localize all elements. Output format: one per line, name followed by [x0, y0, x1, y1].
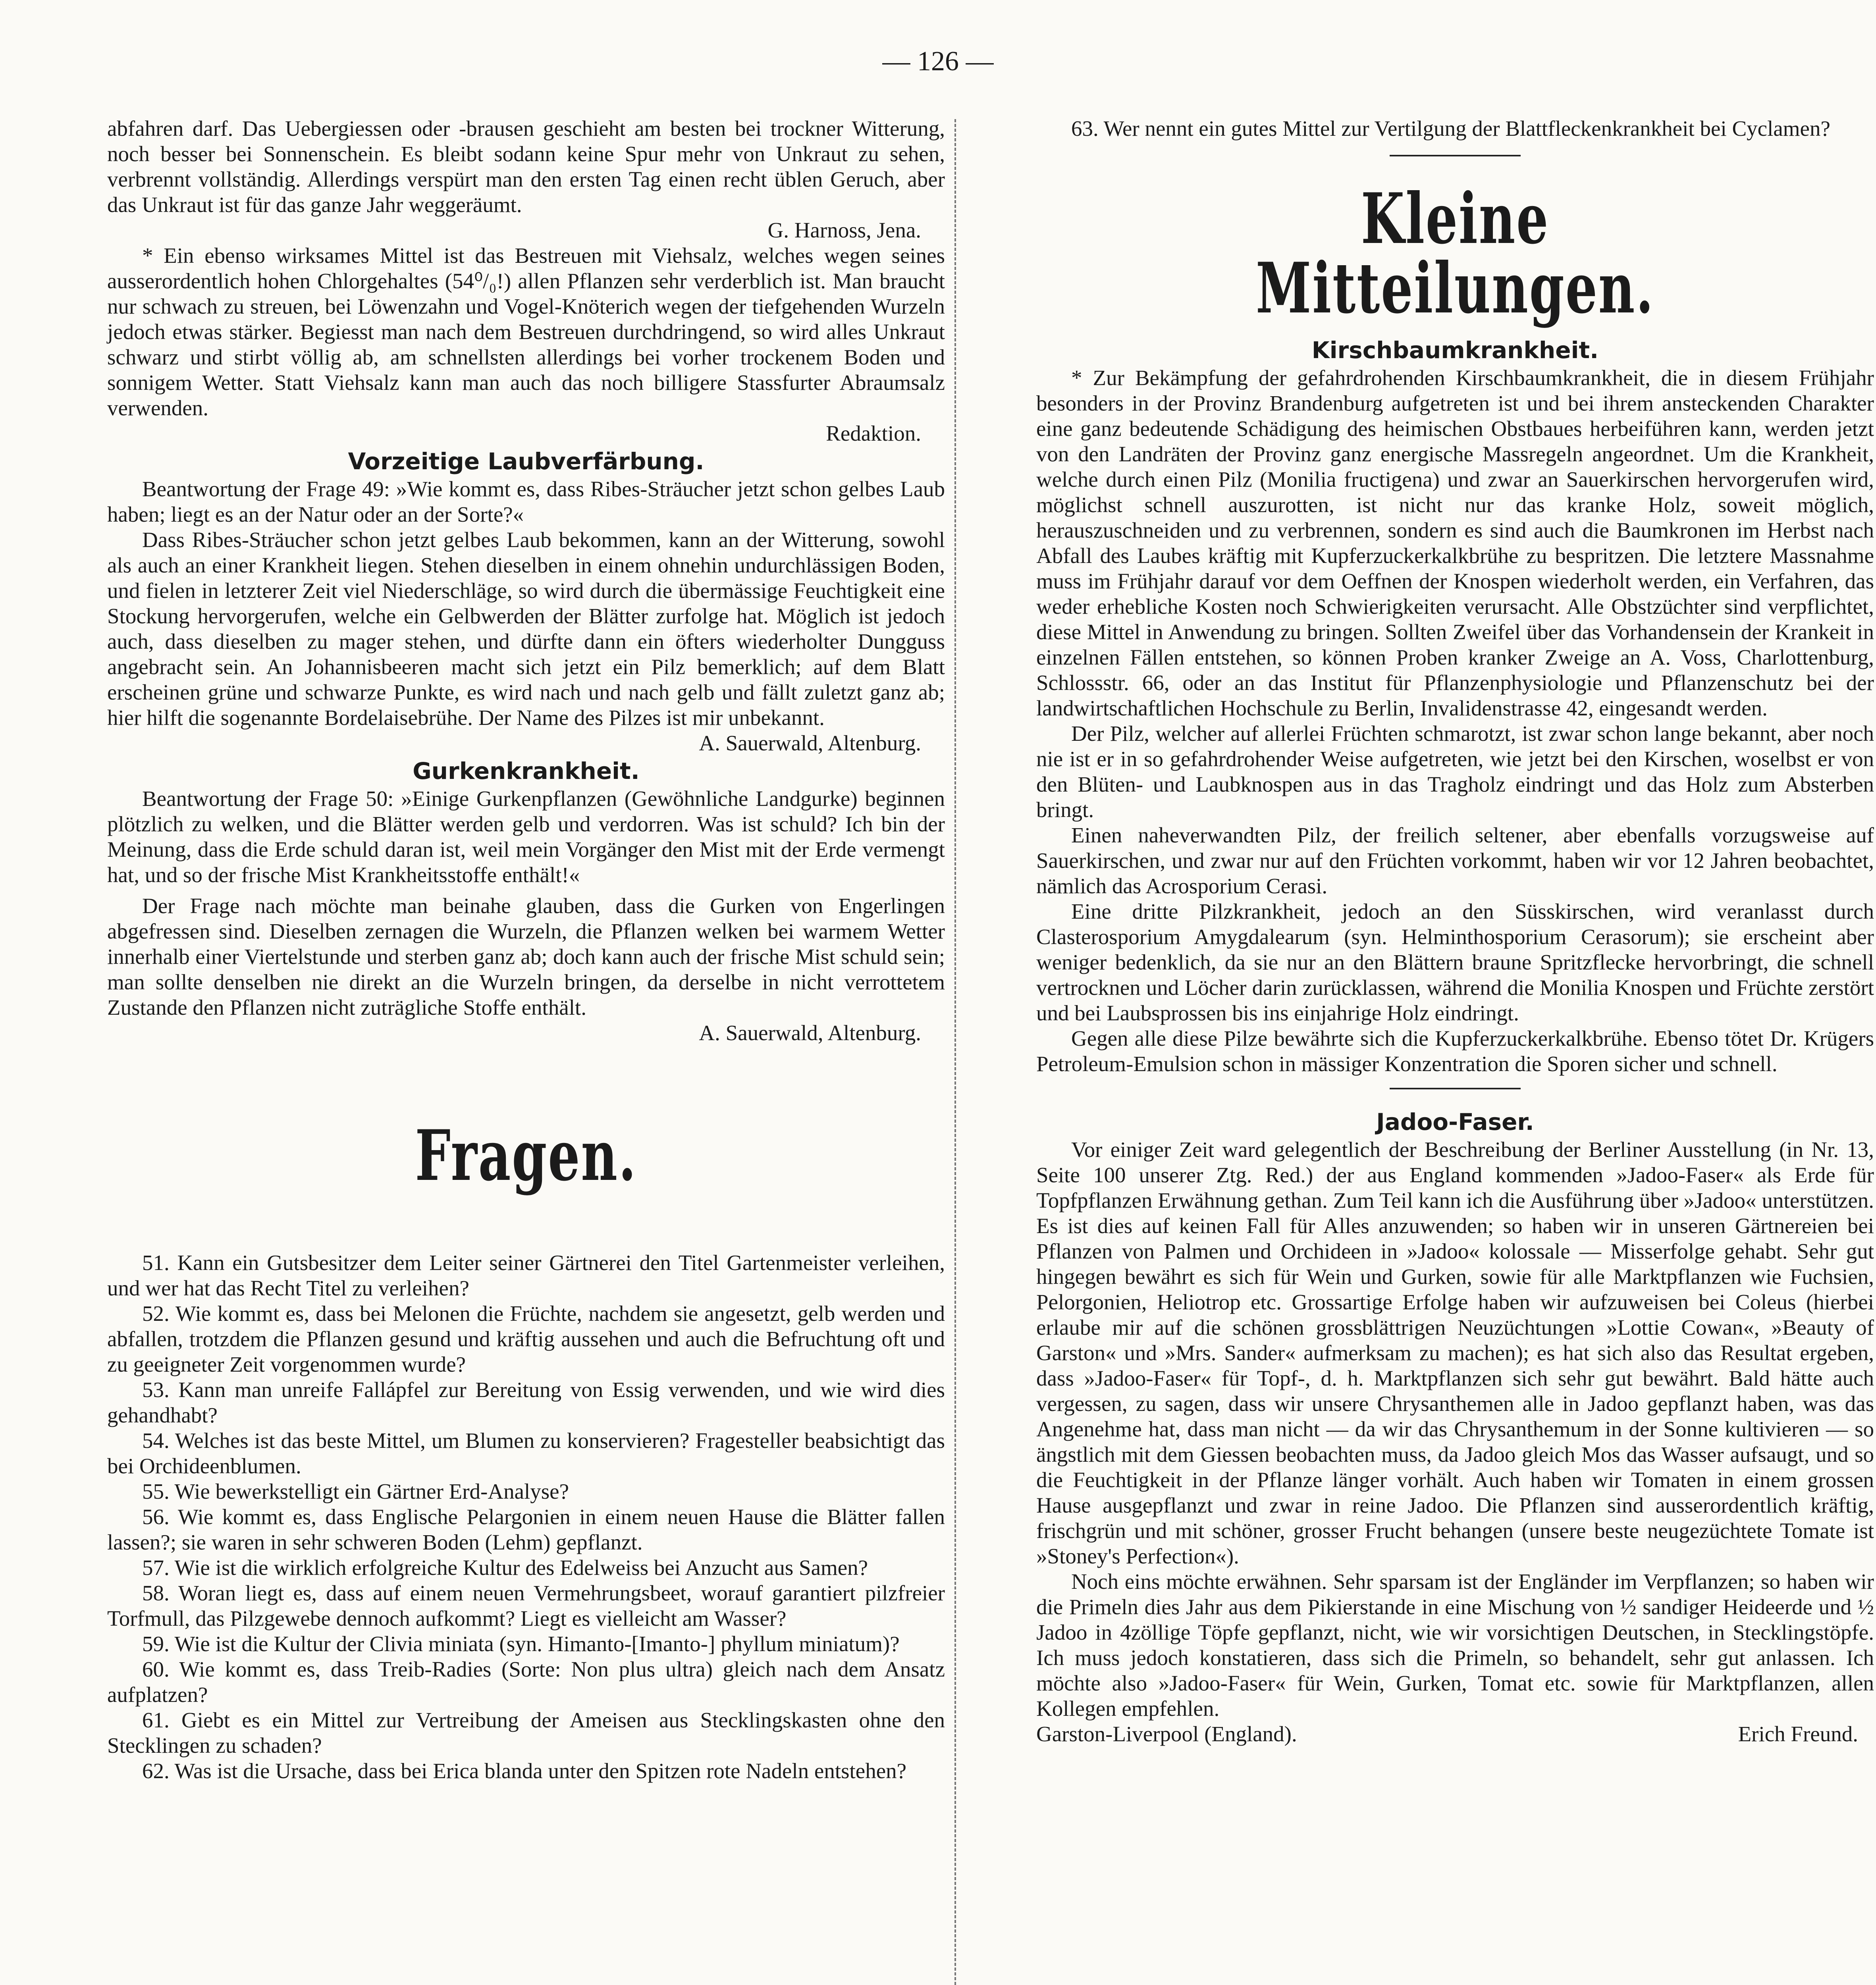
section-divider [1390, 155, 1521, 156]
question-item: 60. Wie kommt es, dass Treib-Radies (Sorte: Non plus ultra) gleich nach dem Ansatz aufplatzen? [107, 1657, 945, 1707]
laub-paragraph: Beantwortung der Frage 49: »Wie kommt es, dass Ribes-Sträucher jetzt schon gelbes Laub haben; liegt es an der Natur oder an der Sorte?« [107, 477, 945, 526]
kirsch-paragraph: Gegen alle diese Pilze bewährte sich die Kupferzuckerkalkbrühe. Ebenso tötet Dr. Krügers Petroleum-Emulsion schon in mässiger Konzentration die Sporen sicher und schnell. [1036, 1026, 1874, 1076]
laub-heading: Vorzeitige Laubverfärbung. [348, 448, 704, 475]
jadoo-signature-name: Erich Freund. [1738, 1722, 1858, 1746]
gurken-signature: A. Sauerwald, Altenburg. [699, 1021, 921, 1045]
laub-paragraph: Dass Ribes-Sträucher schon jetzt gelbes Laub bekommen, kann an der Witterung, sowohl als auch an einer Krankheit liegen. Stehen dieselben in einem ohnehin undurchlässigen Boden, und fielen in letzterer Zeit viel Niederschläge, so wird durch die übermässige Feuchtigkeit eine Stockung hervorgerufen, welche ein Gelbwerden der Blätter zurfolge hat. Möglich ist jedoch auch, dass dieselben zu mager stehen, und dürfte dann ein öfters wiederholter Dungguss angebracht sein. An Johannisbeeren macht sich jetzt ein Pilz bemerklich; auf dem Blatt erscheinen grüne und schwarze Punkte, es wird nach und nach gelb und fällt zuletzt ganz ab; hier hilft die sogenannte Bordelaisebrühe. Der Name des Pilzes ist mir unbekannt. [107, 528, 945, 730]
question-item: 57. Wie ist die wirklich erfolgreiche Kultur des Edelweiss bei Anzucht aus Samen? [142, 1555, 868, 1580]
question-item: 61. Giebt es ein Mittel zur Vertreibung der Ameisen aus Stecklingskasten ohne den Stecklingen zu schaden? [107, 1708, 945, 1758]
kirsch-paragraph: Einen naheverwandten Pilz, der freilich seltener, aber ebenfalls vorzugsweise auf Sauerkirschen, und zwar nur auf den Früchten vorkommt, haben wir vor 12 Jahren beobachtet, nämlich das Acrosporium Cerasi. [1036, 823, 1874, 898]
jadoo-signature-place: Garston-Liverpool (England). [1036, 1722, 1297, 1746]
jadoo-paragraph: Noch eins möchte erwähnen. Sehr sparsam ist der Engländer im Verpflanzen; so haben wir die Primeln dies Jahr aus dem Pikierstande in eine Mischung von ½ sandiger Heideerde und ½ Jadoo in 4zöllige Töpfe gepflanzt, nicht, wie wir vorsichtigen Deutschen, in Stecklingstöpfe. Ich muss jedoch konstatieren, dass sich die Primeln, so behandelt, sehr gut anlassen. Ich möchte also »Jadoo-Faser« für Wein, Gurken, Tomat etc. sowie für Marktpflanzen, allen Kollegen empfehlen. [1036, 1569, 1874, 1721]
jadoo-signature [1036, 1721, 1874, 1747]
jadoo-paragraph: Vor einiger Zeit ward gelegentlich der Beschreibung der Berliner Ausstellung (in Nr. 13, Seite 100 unserer Ztg. Red.) der aus England kommenden »Jadoo-Faser« als Erde für Topfpflanzen Erwähnung gethan. Zum Teil kann ich die Ausführung über »Jadoo« unterstützen. Es ist dies auf keinen Fall für Alles anzuwenden; so haben wir in unseren Gärtnereien bei Pflanzen von Palmen und Orchideen in »Jadoo« kolossale — Misserfolge gehabt. Sehr gut hingegen bewährt es sich für Wein und Gurken, sowie für alle Marktpflanzen wie Fuchsien, Pelorgonien, Heliotrop etc. Grossartige Erfolge haben wir aufzuweisen bei Coleus (hierbei erlaube mir auf die schönen grossblättrigen Neuzüchtungen »Lottie Cowan«, »Beauty of Garston« und »Mrs. Sander« aufmerksam zu machen); es hat sich also das Resultat ergeben, dass »Jadoo-Faser« für Topf-, d. h. Marktpflanzen sich sehr gut bewährt. Bald hätte auch vergessen, zu sagen, dass wir unsere Chrysanthemen alle in Jadoo gepflanzt haben, was das Angenehme hat, dass man nicht — da wir das Chrysanthemum in der Sonne kultivieren — so ängstlich mit dem Giessen beobachten muss, da Jadoo gleich Mos das Wasser aufsaugt, und so die Feuchtigkeit in der Pflanze länger vorhält. Auch haben wir Tomaten in einem grossen Hause ausgepflanzt und zwar in reine Jadoo. Die Pflanzen sind ausserordentlich kräftig, frischgrün und mit schöner, grosser Frucht behangen (unsere beste neugezüchtete Tomate ist »Stoney's Perfection«). [1036, 1137, 1874, 1568]
question-item: 54. Welches ist das beste Mittel, um Blumen zu konservieren? Fragesteller beabsichtigt das bei Orchideenblumen. [107, 1428, 945, 1478]
kirsch-paragraph: Eine dritte Pilzkrankheit, jedoch an den Süsskirschen, wird veranlasst durch Clasterosporium Amygdalearum (syn. Helminthosporium Cerasorum); sie erscheint aber weniger bedenklich, da sie nur an den Blättern braune Spritzflecke hervorbringt, die schnell vertrocknen und Löcher darin zurücklassen, während die Monilia Knospen und Früchte zerstört und bei Laubsprossen bis ins einjahrige Holz eindringt. [1036, 899, 1874, 1025]
section-divider [1390, 1088, 1521, 1089]
question-item: 58. Woran liegt es, dass auf einem neuen Vermehrungsbeet, worauf garantiert pilzfreier Torfmull, das Pilzgewebe dennoch aufkommt? Liegt es vielleicht am Wasser? [107, 1581, 945, 1630]
question-item: 63. Wer nennt ein gutes Mittel zur Vertilgung der Blattfleckenkrankheit bei Cyclamen? [1071, 116, 1830, 141]
question-item: 52. Wie kommt es, dass bei Melonen die Früchte, nachdem sie angesetzt, gelb werden und abfallen, trotzdem die Pflanzen gesund und kräftig aussehen und auch die Befruchtung oft und zu geeigneter Zeit vorgenommen wurde? [107, 1301, 945, 1376]
page-number: — 126 — [882, 46, 994, 77]
intro-paragraph: abfahren darf. Das Uebergiessen oder -brausen geschieht am besten bei trockner Witterung, noch besser bei Sonnenschein. Es bleibt sodann keine Spur mehr von Unkraut zu sehen, verbrennt vollständig. Allerdings verspürt man den ersten Tag einen recht üblen Geruch, aber das Unkraut ist für das ganze Jahr weggeräumt. [107, 116, 945, 217]
intro-signature: G. Harnoss, Jena. [767, 218, 921, 242]
fragen-heading: Fragen. [415, 1115, 637, 1197]
laub-signature: A. Sauerwald, Altenburg. [699, 731, 921, 755]
gurken-heading: Gurkenkrankheit. [413, 757, 640, 784]
kleine-mitteilungen-heading: Kleine Mitteilungen. [1255, 178, 1655, 329]
question-item: 59. Wie ist die Kultur der Clivia miniata (syn. Himanto-[Imanto-] phyllum miniatum)? [142, 1632, 900, 1656]
viehsalz-paragraph: * Ein ebenso wirksames Mittel ist das Bestreuen mit Viehsalz, welches wegen seines ausserordentlich hohen Chlorgehaltes (54⁰/₀!) allen Pflanzen sehr verderblich ist. Man braucht nur schwach zu streuen, bei Löwenzahn und Vogel-Knöterich wegen der tiefgehenden Wurzeln jedoch etwas stärker. Begiesst man nach dem Bestreuen durchdringend, so wird alles Unkraut schwarz und stirbt völlig ab, am schnellsten allerdings bei vorher trockenem Boden und sonnigem Wetter. Statt Viehsalz kann man auch das noch billigere Stassfurter Abraumsalz verwenden. [107, 243, 945, 420]
question-item: 55. Wie bewerkstelligt ein Gärtner Erd-Analyse? [142, 1479, 569, 1503]
question-item: 53. Kann man unreife Fallápfel zur Bereitung von Essig verwenden, und wie wird dies gehandhabt? [107, 1378, 945, 1427]
question-item: 51. Kann ein Gutsbesitzer dem Leiter seiner Gärtnerei den Titel Gartenmeister verleihen, und wer hat das Recht Titel zu verleihen? [107, 1251, 945, 1300]
kirsch-paragraph: * Zur Bekämpfung der gefahrdrohenden Kirschbaumkrankheit, die in diesem Frühjahr besonders in der Provinz Brandenburg aufgetreten ist und bei ihrem ansteckenden Charakter eine ganz bedeutende Schädigung des heimischen Obstbaues herbeiführen kann, werden jetzt von den Landräten der Provinz ganz energische Massregeln angeordnet. Um die Krankheit, welche durch einen Pilz (Monilia fructigena) und zwar an Sauerkirschen hervorgerufen wird, möglichst schnell auszurotten, ist nicht nur das kranke Holz, soweit möglich, herauszuschneiden und zu verbrennen, sondern es sind auch die Baumkronen im Herbst nach Abfall des Laubes kräftig mit Kupferzuckerkalkbrühe zu bespritzen. Die letztere Massnahme muss im Frühjahr darauf vor dem Oeffnen der Knospen wiederholt werden, ein Verfahren, das weder erhebliche Kosten noch Schwierigkeiten verursacht. Alle Obstzüchter sind verpflichtet, diese Mittel in Anwendung zu bringen. Sollten Zweifel über das Vorhandensein der Krankeit in einzelnen Fällen entstehen, so können Proben kranker Zweige an A. Voss, Charlottenburg, Schlossstr. 66, oder an das Institut für Pflanzenphysiologie und Pflanzenschutz bei der landwirtschaftlichen Hochschule zu Berlin, Invalidenstrasse 42, eingesandt werden. [1036, 366, 1874, 720]
gurken-paragraph: Beantwortung der Frage 50: »Einige Gurkenpflanzen (Gewöhnliche Landgurke) beginnen plötzlich zu welken, und die Blätter werden gelb und verdorren. Was ist schuld? Ich bin der Meinung, dass die Erde schuld daran ist, weil mein Vorgänger den Mist mit der Erde vermengt hat, und so der frische Mist Krankheitsstoffe enthält!« [107, 786, 945, 887]
kirsch-heading: Kirschbaumkrankheit. [1311, 337, 1599, 364]
gurken-paragraph: Der Frage nach möchte man beinahe glauben, dass die Gurken von Engerlingen abgefressen sind. Dieselben zernagen die Wurzeln, die Pflanzen welken bei warmem Wetter innerhalb einer Viertelstunde und sterben ganz ab; doch kann auch der frische Mist schuld sein; man sollte denselben nie direkt an die Wurzeln bringen, da derselbe in nicht verrottetem Zustande den Pflanzen nicht zuträgliche Stoffe enthält. [107, 894, 945, 1019]
question-item: 56. Wie kommt es, dass Englische Pelargonien in einem neuen Hause die Blätter fallen lassen?; sie waren in sehr schweren Boden (Lehm) gepflanzt. [107, 1505, 945, 1554]
kirsch-paragraph: Der Pilz, welcher auf allerlei Früchten schmarotzt, ist zwar schon lange bekannt, aber noch nie ist er in so gefahrdrohender Weise aufgetreten, wie jetzt bei den Kirschen, woselbst er von den Blüten- und Laubknospen aus in das Tragholz eindringt und das Holz zum Absterben bringt. [1036, 721, 1874, 822]
column-divider [954, 119, 956, 1985]
jadoo-heading: Jadoo-Faser. [1376, 1108, 1534, 1135]
left-column [107, 116, 945, 1784]
right-column [1036, 116, 1874, 1747]
question-item: 62. Was ist die Ursache, dass bei Erica blanda unter den Spitzen rote Nadeln entstehen? [142, 1759, 907, 1783]
viehsalz-signature: Redaktion. [826, 421, 921, 445]
